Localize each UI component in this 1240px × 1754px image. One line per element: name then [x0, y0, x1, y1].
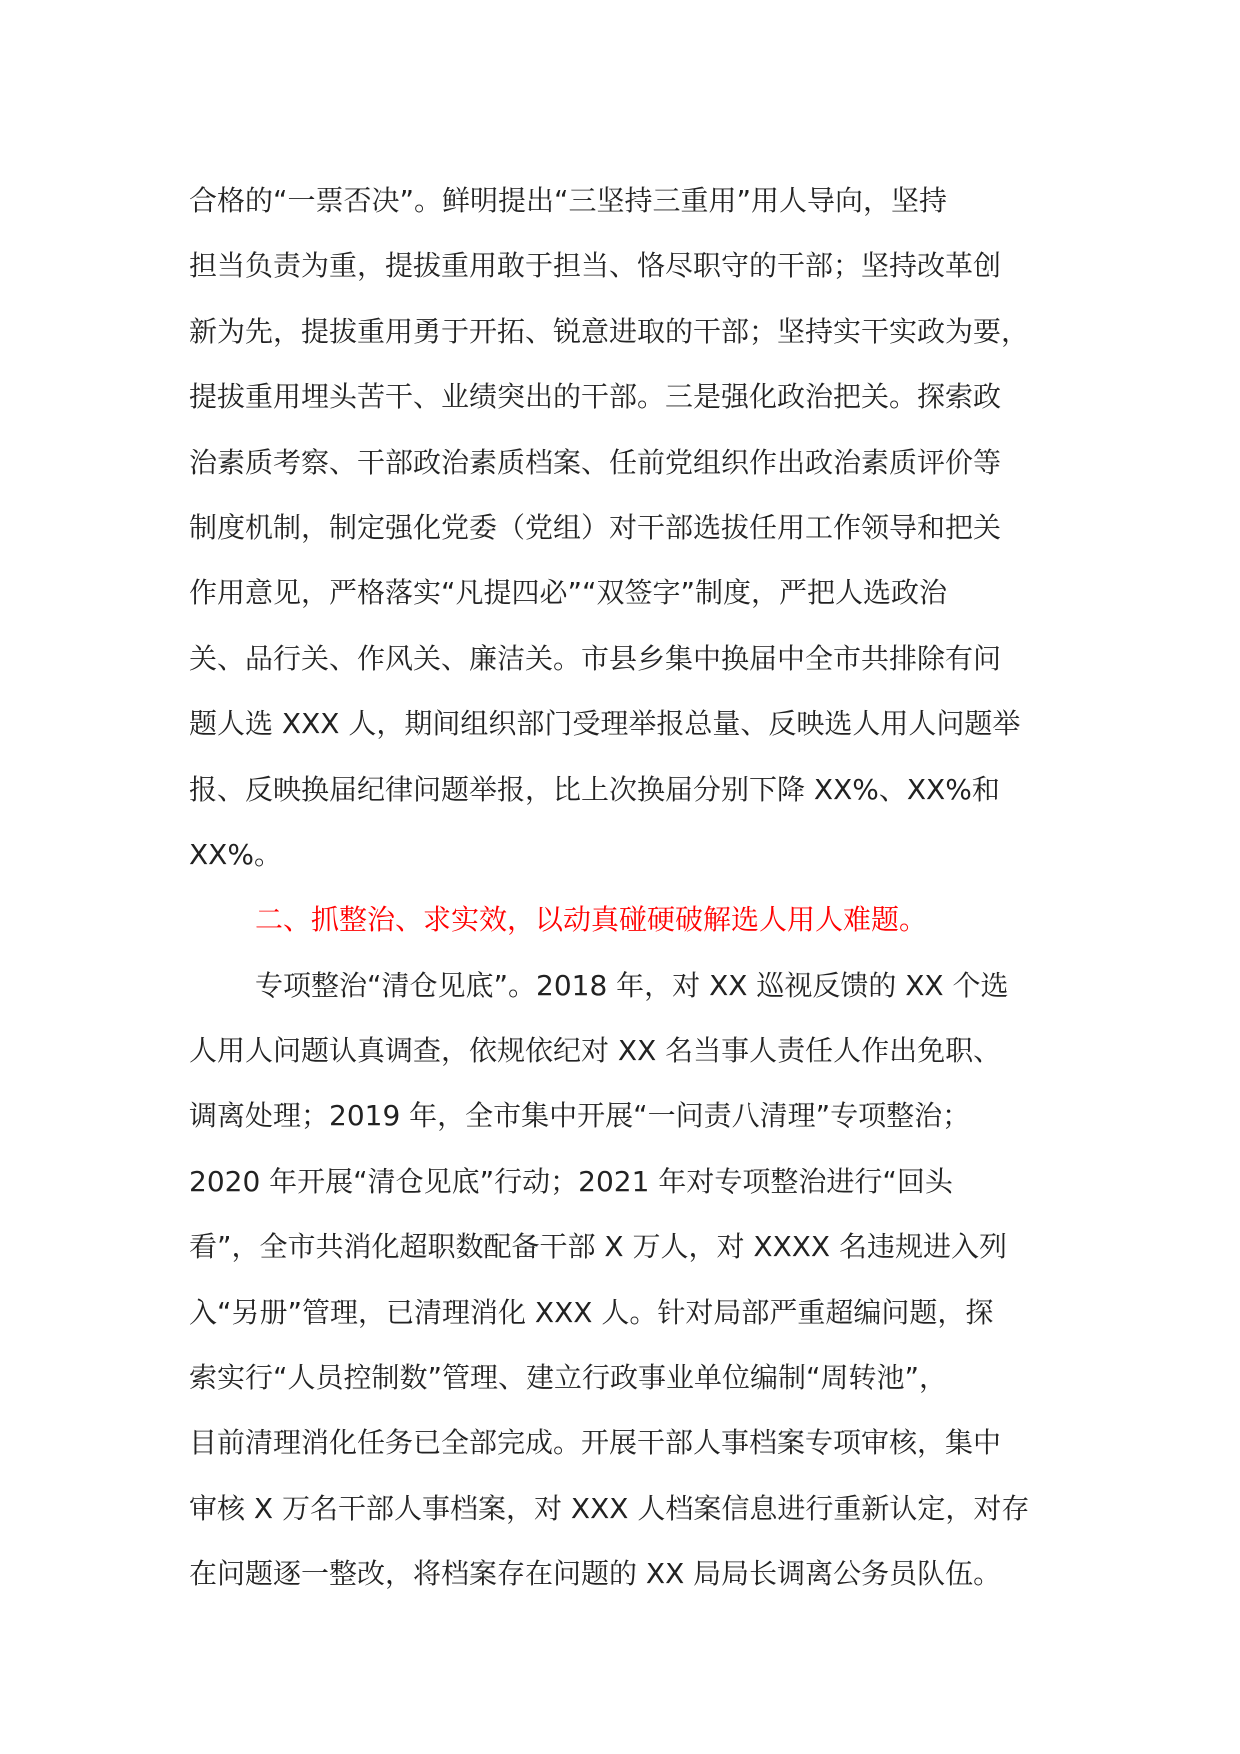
text-line: 关、品行关、作风关、廉洁关。市县乡集中换届中全市共排除有问 [189, 641, 1002, 675]
text-line: 制度机制，制定强化党委（党组）对干部选拔任用工作领导和把关 [189, 510, 1002, 544]
paragraph-1 [189, 168, 1059, 887]
text-line: 担当负责为重，提拔重用敢于担当、恪尽职守的干部；坚持改革创 [189, 249, 1002, 283]
text-line: 调离处理；2019 年，全市集中开展“一问责八清理”专项整治； [189, 1099, 971, 1133]
text-line: 审核 X 万名干部人事档案，对 XXX 人档案信息进行重新认定，对存 [189, 1491, 1030, 1525]
text-line: 治素质考察、干部政治素质档案、任前党组织作出政治素质评价等 [189, 445, 1002, 479]
paragraph-2 [189, 953, 1059, 1607]
text-line: 专项整治“清仓见底”。2018 年，对 XX 巡视反馈的 XX 个选 [255, 968, 1009, 1002]
document-page [189, 168, 1059, 1607]
text-line: 合格的“一票否决”。鲜明提出“三坚持三重用”用人导向，坚持 [189, 184, 948, 217]
text-line: 作用意见，严格落实“凡提四必”“双签字”制度，严把人选政治 [189, 576, 948, 610]
text-line: 提拔重用埋头苦干、业绩突出的干部。三是强化政治把关。探索政 [189, 380, 1002, 414]
text-line: XX%。 [189, 837, 282, 871]
text-line: 在问题逐一整改，将档案存在问题的 XX 局局长调离公务员队伍。 [189, 1557, 1002, 1591]
text-line: 2020 年开展“清仓见底”行动；2021 年对专项整治进行“回头 [189, 1164, 953, 1198]
text-line: 人用人问题认真调查，依规依纪对 XX 名当事人责任人作出免职、 [189, 1034, 1002, 1068]
section-heading: 二、抓整治、求实效，以动真碰硬破解选人用人难题。 [255, 903, 928, 937]
text-line: 看”，全市共消化超职数配备干部 X 万人，对 XXXX 名违规进入列 [189, 1230, 1008, 1264]
text-line: 新为先，提拔重用勇于开拓、锐意进取的干部；坚持实干实政为要， [189, 314, 1030, 348]
text-line: 索实行“人员控制数”管理、建立行政事业单位编制“周转池”， [189, 1361, 948, 1395]
text-line: 题人选 XXX 人，期间组织部门受理举报总量、反映选人用人问题举 [189, 707, 1021, 741]
text-line: 报、反映换届纪律问题举报，比上次换届分别下降 XX%、XX%和 [189, 772, 1000, 806]
text-line: 入“另册”管理，已清理消化 XXX 人。针对局部严重超编问题，探 [189, 1295, 994, 1329]
text-line: 目前清理消化任务已全部完成。开展干部人事档案专项审核，集中 [189, 1426, 1002, 1460]
